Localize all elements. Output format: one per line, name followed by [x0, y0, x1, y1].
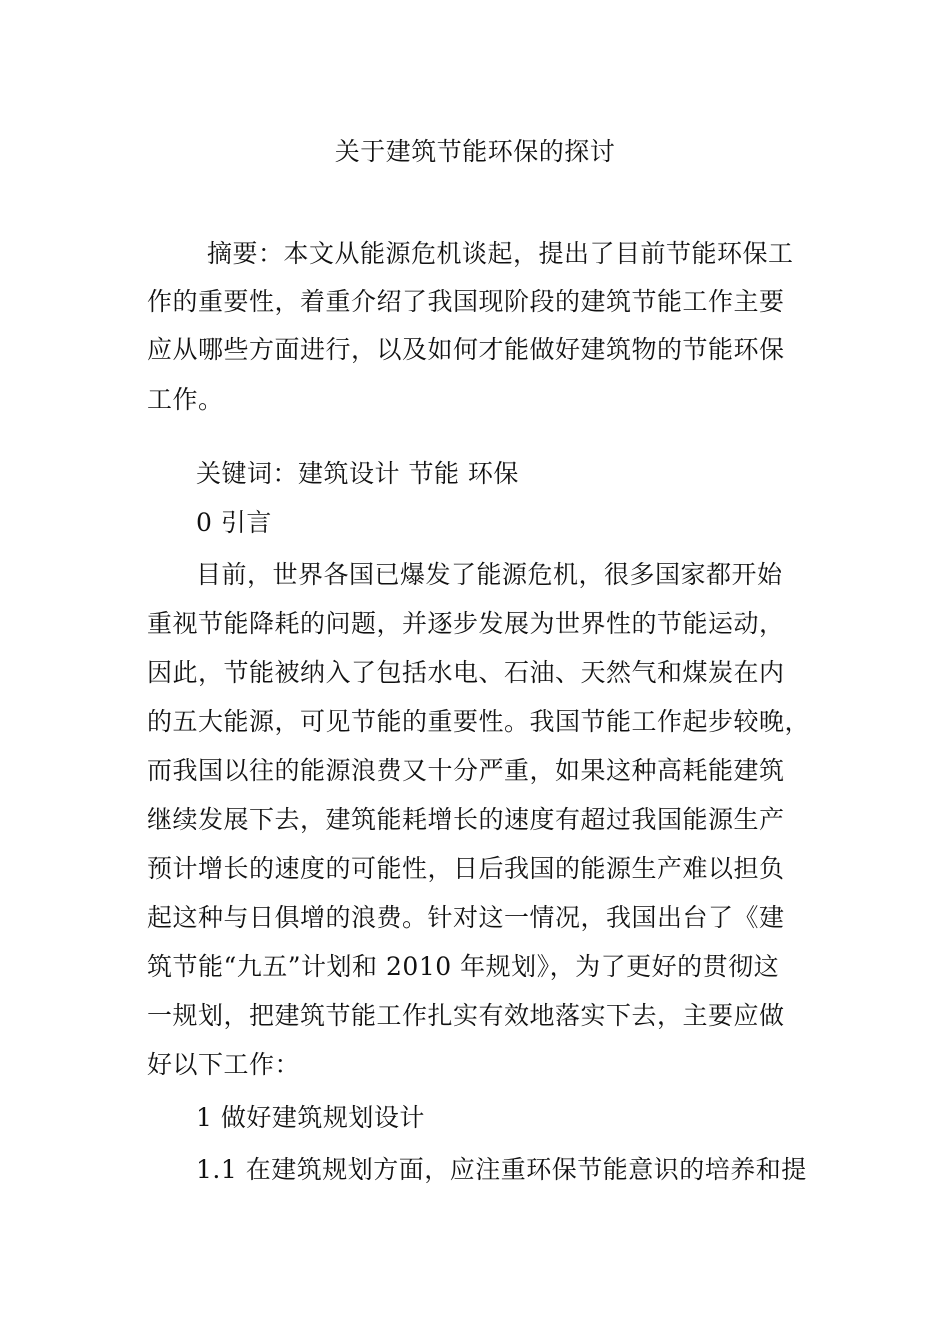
document-title: 关于建筑节能环保的探讨 [334, 137, 616, 166]
intro-line: 因此，节能被纳入了包括水电、石油、天然气和煤炭在内 [147, 658, 785, 687]
intro-line: 筑节能“九五”计划和 2010 年规划》，为了更好的贯彻这 [147, 952, 780, 981]
intro-line: 而我国以往的能源浪费又十分严重，如果这种高耗能建筑 [147, 756, 785, 785]
keywords-line: 关键词：建筑设计 节能 环保 [196, 459, 519, 488]
intro-line: 一规划，把建筑节能工作扎实有效地落实下去，主要应做 [147, 1001, 785, 1030]
abstract-line: 作的重要性，着重介绍了我国现阶段的建筑节能工作主要 [147, 287, 785, 316]
intro-line: 好以下工作： [147, 1050, 301, 1079]
intro-line: 重视节能降耗的问题，并逐步发展为世界性的节能运动， [147, 609, 785, 638]
intro-line: 的五大能源，可见节能的重要性。我国节能工作起步较晚， [147, 707, 811, 736]
intro-line: 继续发展下去，建筑能耗增长的速度有超过我国能源生产 [147, 805, 785, 834]
section-heading: 0 引言 [196, 508, 272, 537]
section-heading: 1 做好建筑规划设计 [196, 1103, 425, 1132]
abstract-line: 摘要：本文从能源危机谈起，提出了目前节能环保工 [207, 239, 794, 268]
intro-line: 起这种与日俱增的浪费。针对这一情况，我国出台了《建 [147, 903, 785, 932]
intro-line: 目前，世界各国已爆发了能源危机，很多国家都开始 [196, 560, 783, 589]
abstract-line: 工作。 [147, 385, 224, 414]
abstract-line: 应从哪些方面进行，以及如何才能做好建筑物的节能环保 [147, 335, 785, 364]
subsection-line: 1.1 在建筑规划方面，应注重环保节能意识的培养和提 [196, 1155, 807, 1184]
intro-line: 预计增长的速度的可能性，日后我国的能源生产难以担负 [147, 854, 785, 883]
